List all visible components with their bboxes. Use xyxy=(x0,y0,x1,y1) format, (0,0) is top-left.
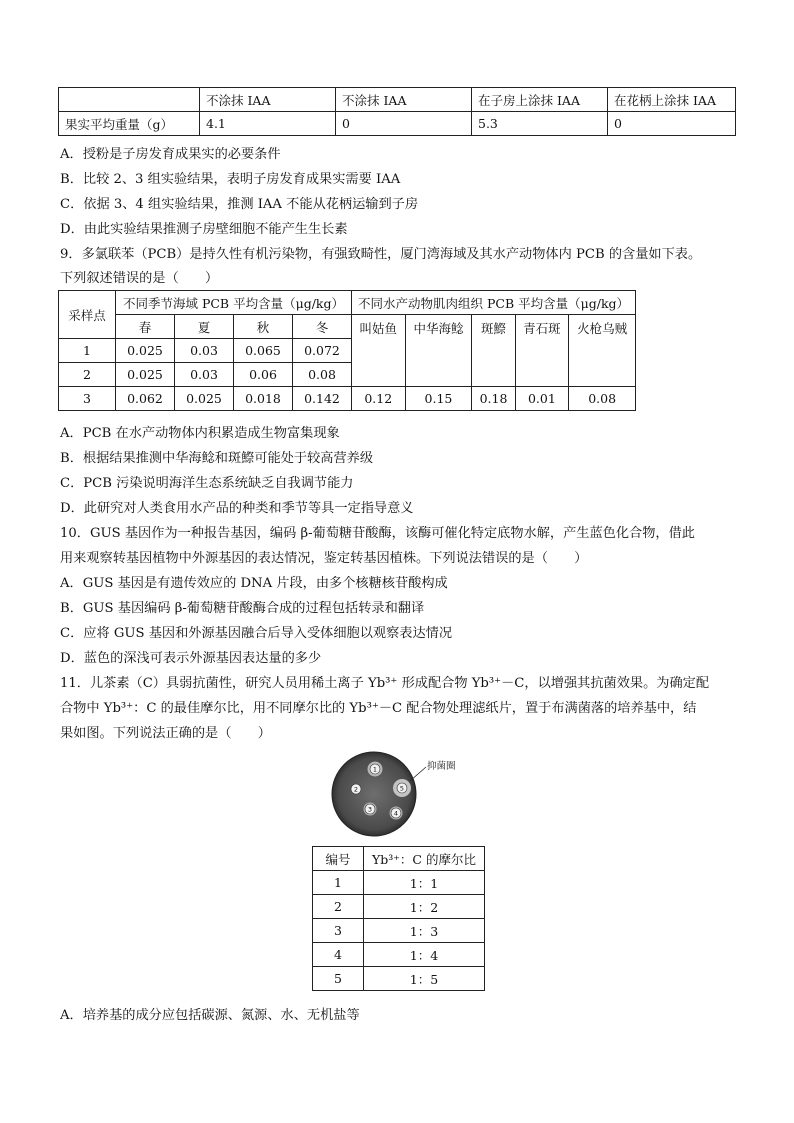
q8-option-d: D．由此实验结果推测子房壁细胞不能产生生长素 xyxy=(60,222,348,237)
disc-label: 2 xyxy=(353,785,359,794)
table-row xyxy=(313,871,485,895)
table-row xyxy=(59,387,636,411)
q8-option-b: B．比较 2、3 组实验结果，表明子房发育成果实需要 IAA xyxy=(60,172,401,187)
q11-stem: 11．儿茶素（C）具弱抗菌性，研究人员用稀土离子 Yb³⁺ 形成配合物 Yb³⁺－C，以增强其抗菌效果。为确定配 xyxy=(60,676,710,691)
table-cell: 5 xyxy=(313,967,364,991)
table-cell: 0.03 xyxy=(175,339,234,363)
disc-label: 5 xyxy=(399,784,405,793)
disc-4 xyxy=(390,807,403,820)
q8-option-c: C．依据 3、4 组实验结果，推测 IAA 不能从花柄运输到子房 xyxy=(60,197,419,212)
table-cell: 4 xyxy=(313,943,364,967)
table-row xyxy=(313,919,485,943)
label-pointer xyxy=(410,767,426,781)
table-header: 不同水产动物肌肉组织 PCB 平均含量（μg/kg） xyxy=(352,291,636,315)
table-header: 中华海鲶 xyxy=(405,315,472,387)
table-header: 编号 xyxy=(313,847,364,871)
q9-option-c: C．PCB 污染说明海洋生态系统缺乏自我调节能力 xyxy=(60,476,354,491)
table-cell: 0.08 xyxy=(293,363,352,387)
table-cell: 0.025 xyxy=(116,339,175,363)
table-cell: 0.025 xyxy=(175,387,234,411)
table-cell: 0.08 xyxy=(569,387,636,411)
table-header: 火枪乌贼 xyxy=(569,315,636,387)
table-cell: 在花柄上涂抹 IAA xyxy=(608,88,736,112)
table-cell: 3 xyxy=(59,387,116,411)
table-cell: 0 xyxy=(336,112,472,136)
table-cell: 2 xyxy=(59,363,116,387)
q9-table xyxy=(58,290,636,411)
table-cell: 3 xyxy=(313,919,364,943)
table-cell: 0.15 xyxy=(405,387,472,411)
table-header: 秋 xyxy=(234,315,293,339)
table-cell: 1：5 xyxy=(364,967,485,991)
table-cell: 0.142 xyxy=(293,387,352,411)
table-header: 冬 xyxy=(293,315,352,339)
table-cell: 0.065 xyxy=(234,339,293,363)
table-cell: 不涂抹 IAA xyxy=(336,88,472,112)
q11-table xyxy=(312,846,485,991)
table-row xyxy=(59,88,736,112)
q9-option-b: B．根据结果推测中华海鲶和斑鰶可能处于较高营养级 xyxy=(60,451,374,466)
disc-5 xyxy=(393,779,411,797)
q10-option-c: C．应将 GUS 基因和外源基因融合后导入受体细胞以观察表达情况 xyxy=(60,626,453,641)
table-cell: 4.1 xyxy=(200,112,336,136)
q10-stem: 10．GUS 基因作为一种报告基因，编码 β-葡萄糖苷酸酶，该酶可催化特定底物水解，产生蓝色化合物，借此 xyxy=(60,526,695,541)
table-cell: 0.03 xyxy=(175,363,234,387)
q10-option-b: B．GUS 基因编码 β-葡萄糖苷酸酶合成的过程包括转录和翻译 xyxy=(60,601,425,616)
table-cell: 0.025 xyxy=(116,363,175,387)
table-cell: 不涂抹 IAA xyxy=(200,88,336,112)
q9-option-d: D．此研究对人类食用水产品的种类和季节等具一定指导意义 xyxy=(60,501,414,516)
q11-stem-2: 合物中 Yb³⁺：C 的最佳摩尔比，用不同摩尔比的 Yb³⁺－C 配合物处理滤纸片，置于布满菌落的培养基中，结 xyxy=(60,701,697,716)
table-cell: 1 xyxy=(313,871,364,895)
table-row xyxy=(313,943,485,967)
table-row xyxy=(59,112,736,136)
table-cell: 0.12 xyxy=(352,387,406,411)
q10-option-d: D．蓝色的深浅可表示外源基因表达量的多少 xyxy=(60,651,322,666)
table-cell: 2 xyxy=(313,895,364,919)
table-cell: 果实平均重量（g） xyxy=(59,112,200,136)
table-header: Yb³⁺：C 的摩尔比 xyxy=(364,847,485,871)
table-cell: 1：4 xyxy=(364,943,485,967)
q9-option-a: A．PCB 在水产动物体内积累造成生物富集现象 xyxy=(60,426,340,441)
disc-3 xyxy=(364,803,377,816)
table-row xyxy=(313,847,485,871)
table-header: 不同季节海域 PCB 平均含量（μg/kg） xyxy=(116,291,352,315)
table-cell: 1：2 xyxy=(364,895,485,919)
q9-stem-2: 下列叙述错误的是（ ） xyxy=(60,271,219,286)
table-cell: 1：3 xyxy=(364,919,485,943)
petri-dish-figure xyxy=(330,747,460,839)
disc-label: 1 xyxy=(372,765,378,774)
q9-stem: 9．多氯联苯（PCB）是持久性有机污染物，有强致畸性，厦门湾海域及其水产动物体内 PCB 的含量如下表。 xyxy=(60,247,702,262)
inhibition-zone-label: 抑菌圈 xyxy=(427,761,456,772)
table-cell: 0.18 xyxy=(472,387,515,411)
disc-1 xyxy=(368,762,383,777)
q11-option-a: A．培养基的成分应包括碳源、氮源、水、无机盐等 xyxy=(60,1008,360,1023)
table-cell: 0.072 xyxy=(293,339,352,363)
table-cell: 1：1 xyxy=(364,871,485,895)
disc-label: 3 xyxy=(367,805,373,814)
table-cell: 1 xyxy=(59,339,116,363)
q8-option-a: A．授粉是子房发育成果实的必要条件 xyxy=(60,147,281,162)
table-cell: 在子房上涂抹 IAA xyxy=(472,88,608,112)
table-header: 叫姑鱼 xyxy=(352,315,406,387)
table-cell: 5.3 xyxy=(472,112,608,136)
table-row xyxy=(313,895,485,919)
table-row xyxy=(59,315,636,339)
q10-stem-2: 用来观察转基因植物中外源基因的表达情况，鉴定转基因植株。下列说法错误的是（ ） xyxy=(60,551,588,566)
table-cell: 0 xyxy=(608,112,736,136)
q10-option-a: A．GUS 基因是有遗传效应的 DNA 片段，由多个核糖核苷酸构成 xyxy=(60,576,448,591)
table-header: 夏 xyxy=(175,315,234,339)
q11-stem-3: 果如图。下列说法正确的是（ ） xyxy=(60,726,271,741)
q8-table xyxy=(58,87,736,136)
disc-2 xyxy=(351,784,361,794)
table-header: 斑鰶 xyxy=(472,315,515,387)
table-cell: 0.062 xyxy=(116,387,175,411)
disc-label: 4 xyxy=(393,809,399,818)
table-cell: 0.018 xyxy=(234,387,293,411)
table-header: 春 xyxy=(116,315,175,339)
table-cell xyxy=(59,88,200,112)
table-header: 青石斑 xyxy=(515,315,569,387)
table-header: 采样点 xyxy=(59,291,116,339)
table-row xyxy=(59,291,636,315)
table-cell: 0.01 xyxy=(515,387,569,411)
table-row xyxy=(313,967,485,991)
table-cell: 0.06 xyxy=(234,363,293,387)
